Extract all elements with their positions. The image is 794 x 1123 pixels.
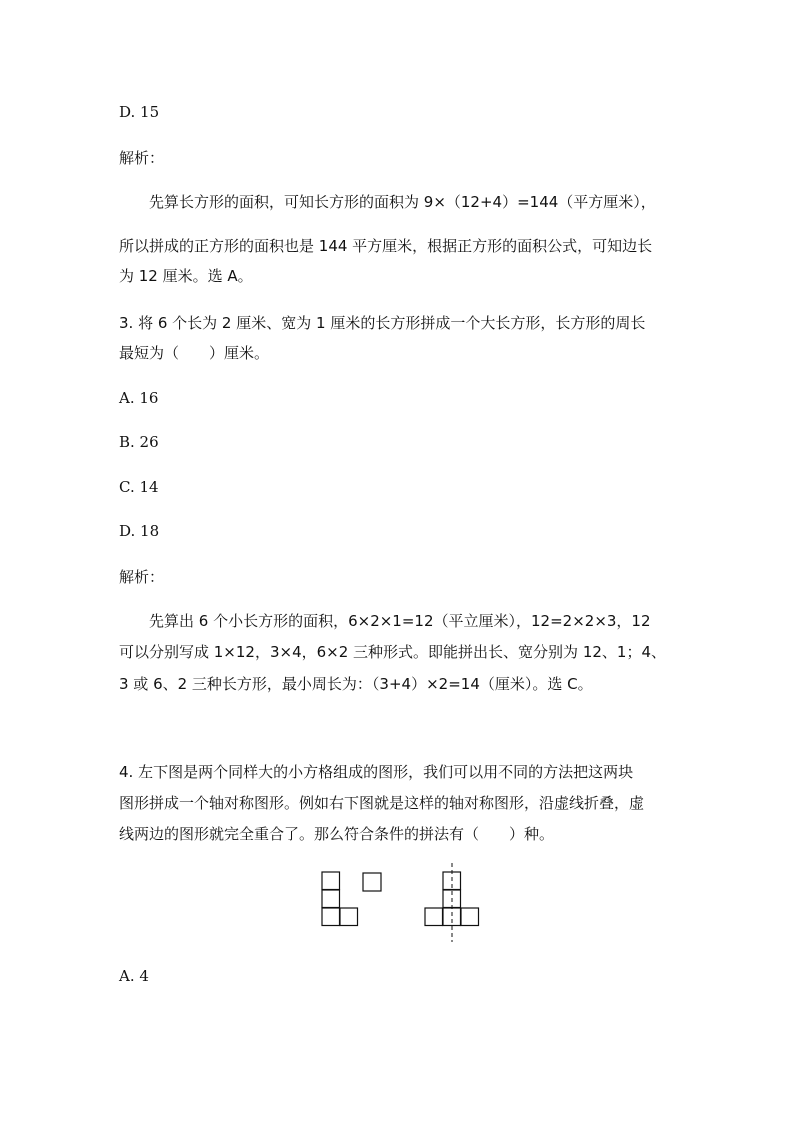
analysis-label-q2: 解析： <box>119 149 165 167</box>
left-piece-cell <box>340 908 358 926</box>
analysis-line-q2-2: 所以拼成的正方形的面积也是 144 平方厘米，根据正方形的面积公式，可知边长 <box>119 237 653 255</box>
question-4-stem-2: 图形拼成一个轴对称图形。例如右下图就是这样的轴对称图形，沿虚线折叠，虚 <box>119 794 645 812</box>
option-d-q2: D. 15 <box>119 103 160 121</box>
grid-figures <box>318 862 488 944</box>
analysis-line-q3-3: 3 或 6、2 三种长方形，最小周长为：（3+4）×2=14（厘米）。选 C。 <box>119 675 593 693</box>
question-4-stem-1: 4. 左下图是两个同样大的小方格组成的图形，我们可以用不同的方法把这两块 <box>119 763 634 781</box>
option-d-q3: D. 18 <box>119 522 160 540</box>
question-3-stem-1: 3. 将 6 个长为 2 厘米、宽为 1 厘米的长方形拼成一个大长方形，长方形的周长 <box>119 314 646 332</box>
left-piece-cell <box>322 890 340 908</box>
option-a-q3: A. 16 <box>119 389 159 407</box>
question-4-stem-3: 线两边的图形就完全重合了。那么符合条件的拼法有（ ）种。 <box>119 825 555 843</box>
left-single-cell <box>363 873 381 891</box>
option-c-q3: C. 14 <box>119 478 159 496</box>
option-b-q3: B. 26 <box>119 433 159 451</box>
right-figure-cell <box>461 908 479 926</box>
analysis-line-q3-1: 先算出 6 个小长方形的面积，6×2×1=12（平立厘米），12=2×2×3，12 <box>149 612 651 630</box>
question-3-stem-2: 最短为（ ）厘米。 <box>119 344 270 362</box>
analysis-line-q2-1: 先算长方形的面积，可知长方形的面积为 9×（12+4）=144（平方厘米）， <box>149 193 656 211</box>
analysis-line-q3-2: 可以分别写成 1×12，3×4，6×2 三种形式。即能拼出长、宽分别为 12、1；4、 <box>119 643 666 661</box>
option-a-q4: A. 4 <box>119 967 149 985</box>
left-piece-cell <box>322 872 340 890</box>
right-figure-cell <box>425 908 443 926</box>
analysis-line-q2-3: 为 12 厘米。选 A。 <box>119 267 253 285</box>
analysis-label-q3: 解析： <box>119 568 165 586</box>
left-piece-cell <box>322 908 340 926</box>
